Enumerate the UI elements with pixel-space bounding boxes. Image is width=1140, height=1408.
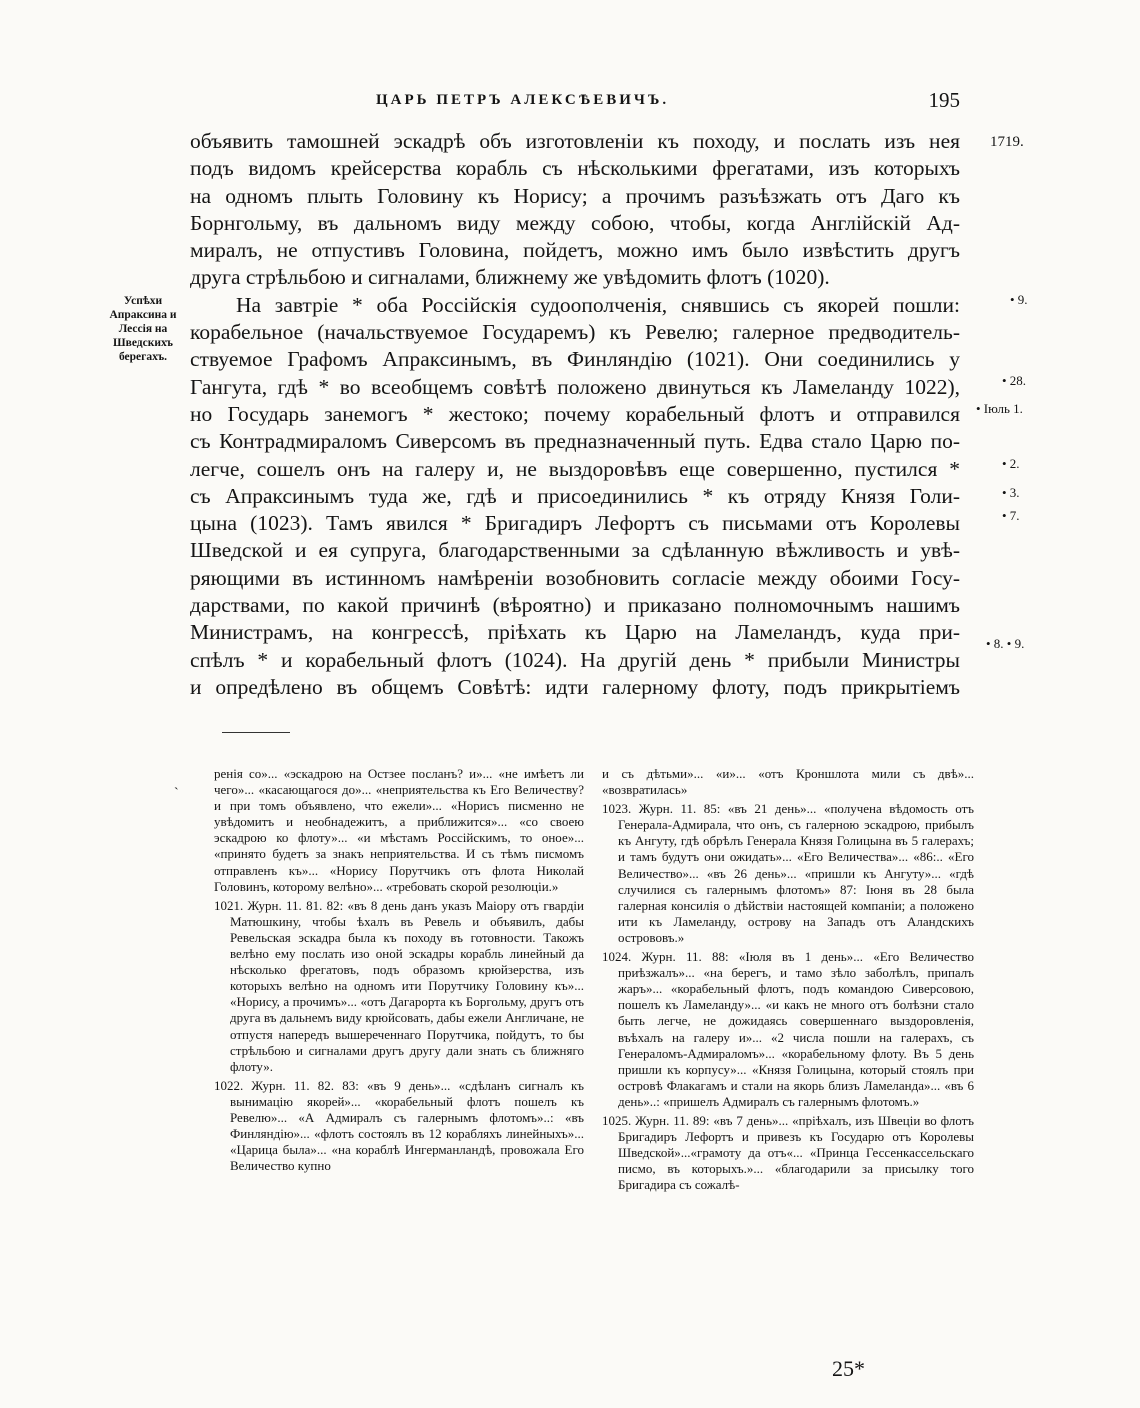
footnote: и съ дѣтьми»... «и»... «отъ Кроншлота мили съ двѣ»... «возвратилась» xyxy=(602,766,974,798)
main-text xyxy=(190,128,960,701)
text-line: Шведской и ея супруга, благодарственными за сдѣланную вѣжливость и увѣ- xyxy=(190,538,960,563)
paragraph-2 xyxy=(190,292,960,701)
stray-mark: ˋ xyxy=(174,786,179,801)
margin-date: • 28. xyxy=(1002,373,1027,388)
margin-date: • Іюль 1. xyxy=(976,401,1023,416)
text-line: Министрамъ, на конгрессѣ, пріѣхать къ Царю на Ламеландъ, куда при- xyxy=(190,620,960,645)
page-number: 195 xyxy=(928,88,960,112)
footnote: 1025. Журн. 11. 89: «въ 7 день»... «пріѣхалъ, изъ Швеціи во флотъ Бригадиръ Лефортъ и привезъ къ Государю отъ Королевы Шведской»...«грамоту да отъ«... «Принца Гессенкассельскаго писмо, въ которыхъ.»... «благодарили за присылку того Бригадира съ сожалѣ- xyxy=(602,1112,974,1193)
footnote: 1023. Журн. 11. 85: «въ 21 день»... «получена вѣдомость отъ Генерала-Адмирала, что онъ, съ галерною эскадрою, прибылъ къ Ангуту, гдѣ обрѣлъ Генерала Князя Голицына въ 5 галерахъ; и тамъ будутъ они ожидать»... «Его Величества»... «86:.. «Его Величество»... «въ 26 день»... «пришли къ Ангуту»... «гдѣ случилися съ галернымъ флотомъ» 87: Іюня въ 28 была галерная консилія о дѣйствіи настоящей компаніи; а положено ити къ Ламеланду, острову на Западъ отъ Аландскихъ острововъ.» xyxy=(602,801,974,945)
text-line: Гангута, гдѣ * во всеобщемъ совѣтѣ положено двинуться къ Ламеланду 1022), xyxy=(190,374,960,399)
margin-year: 1719. xyxy=(990,134,1024,150)
paragraph-1 xyxy=(190,128,960,292)
margin-date: • 2. xyxy=(1002,456,1020,471)
text-line: подъ видомъ крейсерства корабль съ нѣсколькими фрегатами, изъ которыхъ xyxy=(190,156,960,181)
margin-date: • 8. • 9. xyxy=(986,636,1025,651)
margin-date: • 9. xyxy=(1010,292,1028,307)
text-line: на одномъ плыть Головину къ Норису; а прочимъ разъѣзжать отъ Даго къ xyxy=(190,183,960,208)
text-line: ствуемое Графомъ Апраксинымъ, въ Финляндію (1021). Они соединились у xyxy=(190,347,960,372)
footnotes-left-column xyxy=(214,766,584,1177)
footnotes-right-column xyxy=(602,766,974,1196)
text-line: корабельное (начальствуемое Государемъ) къ Ревелю; галерное предводитель- xyxy=(190,320,960,345)
signature-mark: 25* xyxy=(832,1356,865,1381)
footnote-divider xyxy=(222,732,290,733)
text-line: На завтріе * оба Россійскія судоополченія, снявшись съ якорей пошли: xyxy=(236,292,960,317)
text-line: съ Контрадмираломъ Сиверсомъ въ предназначенный путь. Едва стало Царю по- xyxy=(190,429,960,454)
text-line: и опредѣлено въ общемъ Совѣтѣ: идти галерному флоту, подъ прикрытіемъ xyxy=(190,674,960,699)
margin-date: • 3. xyxy=(1002,485,1020,500)
page-title: ЦАРЬ ПЕТРЪ АЛЕКСѢЕВИЧЪ. xyxy=(376,92,670,108)
text-line: объявить тамошней эскадрѣ объ изготовленіи къ походу, и послать изъ нея xyxy=(190,129,960,153)
text-line: миралъ, не отпустивъ Головина, пойдетъ, можно имъ было извѣстить другъ xyxy=(190,238,960,263)
text-line: друга стрѣльбою и сигналами, ближнему же увѣдомить флотъ (1020). xyxy=(190,265,830,290)
footnote: 1021. Журн. 11. 81. 82: «въ 8 день данъ указъ Маіору отъ гвардіи Матюшкину, чтобы ѣхалъ въ Ревель и объявилъ, дабы Ревельская эскадра была къ походу въ готовности. Такожъ велѣно ему послать изо оной эскадры корабль линейный да нѣсколько фрегатовъ, подъ образомъ крюйзерства, изъ которыхъ велѣно на одномъ ити Порутчику Головину къ»... «Норису, а прочимъ»... «отъ Дагарорта къ Боргольму, другъ отъ друга въ дальнемъ виду крюйсовать, дабы ежели Англичане, не отпустя напередъ вышереченнаго Порутчика, пойдутъ, то бы стрѣльбою и сигналами другъ другу дали знать съ ближняго флоту». xyxy=(214,897,584,1074)
footnote: 1024. Журн. 11. 88: «Іюля въ 1 день»... «Его Величество приѣзжалъ»... «на берегъ, и тамо зѣло заболѣлъ, припалъ жаръ»... «корабельный флотъ, подъ командою Сиверсовою, пошелъ къ Ламеланду»... «и какъ не много отъ болѣзни стало быть легче, не дожидаясь совершеннаго выздоровленія, въѣхалъ на галеру и»... «2 числа пошли на галерахъ, съ Генераломъ-Адмираломъ»... «корабельному флоту. Въ 5 день пришли къ корпусу»... «Князя Голицына, который стоялъ при островѣ Флакагамъ и стали на якорь близъ Ламеланда»... «въ 6 день»..: «пришелъ Адмиралъ съ галернымъ флотомъ.» xyxy=(602,949,974,1109)
text-line: легче, сошелъ онъ на галеру и, не выздоровѣвъ еще совершенно, пустился * xyxy=(190,456,960,481)
sidenote: Успѣхи Апраксина и Лессія на Шведскихъ берегахъ. xyxy=(109,295,177,363)
text-line: цына (1023). Тамъ явился * Бригадиръ Лефортъ съ письмами отъ Королевы xyxy=(190,511,960,536)
margin-date: • 7. xyxy=(1002,508,1020,523)
text-line: съ Апраксинымъ туда же, гдѣ и присоединились * къ отряду Князя Голи- xyxy=(190,483,960,508)
text-line: дарствами, по какой причинѣ (вѣроятно) и приказано полномочнымъ нашимъ xyxy=(190,593,960,618)
footnote: ренія со»... «эскадрою на Остзее посланъ? и»... «не имѣетъ ли чего»... «касающагося до»... «неприятельства къ Его Величеству? и при томъ объявлено, что ежели»... «Норисъ писменно не увѣдомитъ и необнадежитъ, а приближится»... «со своею эскадрою ко флоту»... «и мѣстамъ Россійскимъ, то оное»... «принято будетъ за знакъ неприятельства. И съ тѣмъ писмомъ отправленъ къ»... «Норису Порутчикъ отъ флота Николай Головинъ, которому велѣно»... «требовать скорой резолюціи.» xyxy=(214,766,584,894)
text-line: но Государь занемогъ * жестоко; почему корабельный флотъ и отправился xyxy=(190,401,960,426)
text-line: ряющими въ истинномъ намѣреніи возобновить согласіе между обоими Госу- xyxy=(190,565,960,590)
text-line: Борнгольму, въ дальномъ виду между собою, чтобы, когда Англійскій Ад- xyxy=(190,210,960,235)
footnote: 1022. Журн. 11. 82. 83: «въ 9 день»... «сдѣланъ сигналъ къ вынимацію якорей»... «корабельный флотъ пошелъ къ Ревелю»... «А Адмиралъ съ галернымъ флотомъ»..: «въ Финляндію»... «флотъ состоялъ въ 12 корабляхъ линейныхъ»... «Царица была»... «на кораблѣ Ингерманландѣ, провожала Его Величество купно xyxy=(214,1077,584,1174)
running-header xyxy=(190,88,960,118)
text-line: спѣлъ * и корабельный флотъ (1024). На другій день * прибыли Министры xyxy=(190,647,960,672)
